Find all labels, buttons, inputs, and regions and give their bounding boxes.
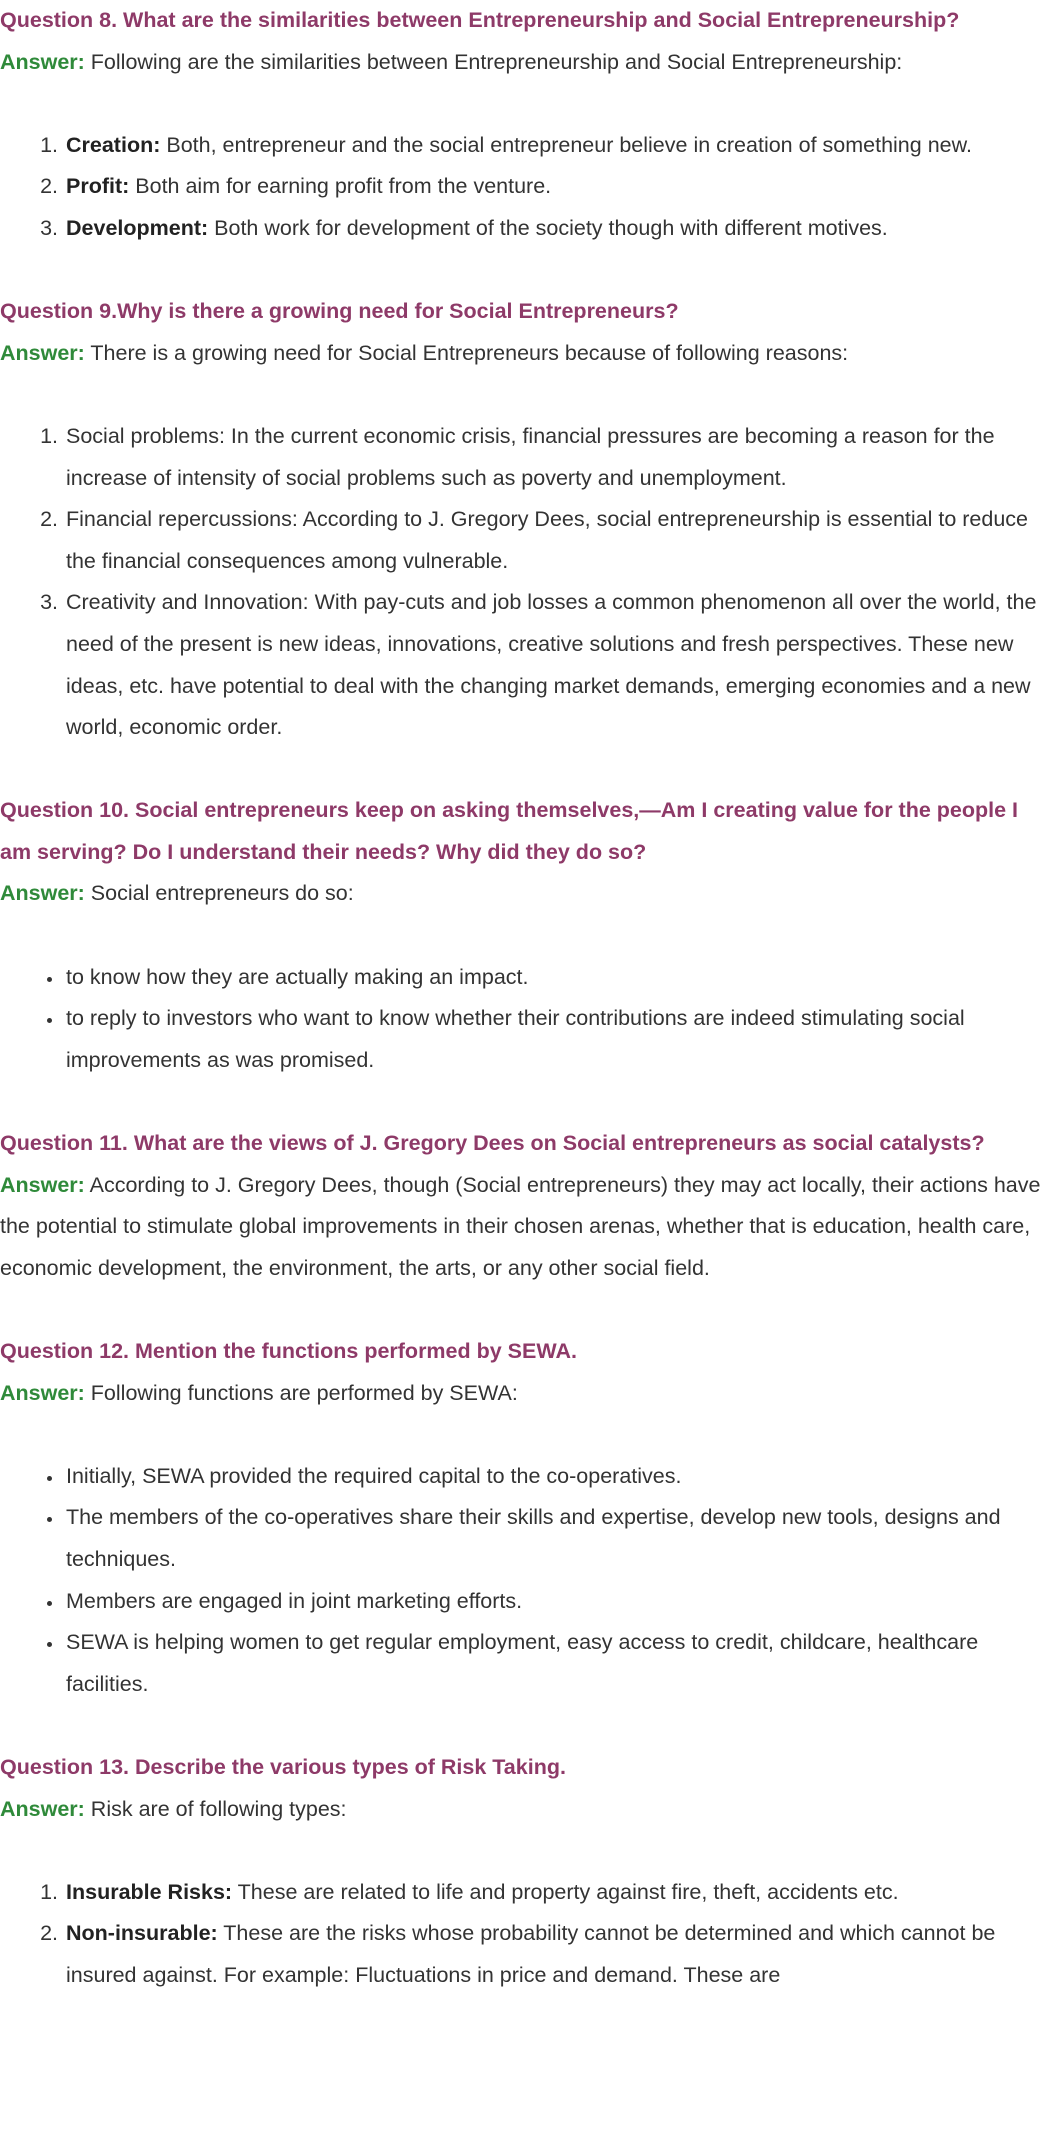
list-item: • The members of the co-operatives share their skills and expertise, develop new tools, designs and techniques. — [64, 1497, 1047, 1580]
list-item: 2. Financial repercussions: According to J. Gregory Dees, social entrepreneurship is essential to reduce the financial consequences among vulnerable. — [64, 499, 1047, 582]
answer-text: Social entrepreneurs do so: — [84, 881, 354, 906]
list-item: • to reply to investors who want to know whether their contributions are indeed stimulating social improvements as was promised. — [64, 998, 1047, 1081]
answer-label: Answer: — [0, 881, 85, 906]
item-text: These are the risks whose probability cannot be determined and which cannot be insured against. For example: Fluctuations in price and demand. These are — [66, 1921, 996, 1987]
answer-paragraph — [0, 333, 1047, 375]
answer-text: According to J. Gregory Dees, though (Social entrepreneurs) they may act locally, their actions have the potential to stimulate global improvements in their chosen arenas, whether that is education, health care, economic development, the environment, the arts, or any other social field. — [0, 1172, 1041, 1280]
bullet-list — [0, 1456, 1047, 1706]
answer-label: Answer: — [0, 1380, 85, 1405]
item-text: Both aim for earning profit from the venture. — [129, 174, 552, 199]
list-item: • SEWA is helping women to get regular employment, easy access to credit, childcare, healthcare facilities. — [64, 1622, 1047, 1705]
list-item — [64, 125, 1047, 167]
list-item: • Initially, SEWA provided the required capital to the co-operatives. — [64, 1456, 1047, 1498]
question-10-block — [0, 790, 1047, 1081]
answer-paragraph — [0, 873, 1047, 915]
item-text: Both, entrepreneur and the social entrepreneur believe in creation of something new. — [160, 132, 972, 157]
list-item — [64, 208, 1047, 250]
answer-label: Answer: — [0, 340, 85, 365]
question-13-block — [0, 1747, 1047, 1997]
answer-paragraph — [0, 1789, 1047, 1831]
list-item — [64, 1872, 1047, 1914]
numbered-list — [0, 125, 1047, 250]
answer-label: Answer: — [0, 49, 85, 74]
spacer — [0, 1289, 1047, 1331]
question-11-block — [0, 1123, 1047, 1331]
answer-paragraph — [0, 42, 1047, 84]
answer-label: Answer: — [0, 1172, 85, 1197]
bullet-list — [0, 957, 1047, 1082]
question-12-block — [0, 1331, 1047, 1705]
answer-text: Following functions are performed by SEWA: — [84, 1380, 518, 1405]
item-text: Both work for development of the society though with different motives. — [208, 215, 888, 240]
question-heading: Question 8. What are the similarities between Entrepreneurship and Social Entrepreneurship? — [0, 8, 960, 32]
list-item — [64, 1913, 1047, 1996]
question-heading: Question 11. What are the views of J. Gregory Dees on Social entrepreneurs as social catalysts? — [0, 1131, 985, 1156]
list-item — [64, 166, 1047, 208]
list-item: • Members are engaged in joint marketing efforts. — [64, 1581, 1047, 1623]
list-item: 3. Creativity and Innovation: With pay-cuts and job losses a common phenomenon all over the world, the need of the present is new ideas, innovations, creative solutions and fresh perspectives. These new ideas, etc. have potential to deal with the changing market demands, emerging economies and a new world, economic order. — [64, 582, 1047, 748]
answer-label: Answer: — [0, 1796, 85, 1821]
numbered-list — [0, 416, 1047, 749]
question-heading: Question 12. Mention the functions performed by SEWA. — [0, 1339, 577, 1363]
list-item: • to know how they are actually making an impact. — [64, 957, 1047, 999]
item-term: Non-insurable: — [66, 1921, 218, 1946]
answer-paragraph — [0, 1165, 1047, 1290]
question-8-block — [0, 0, 1047, 250]
answer-text: Risk are of following types: — [84, 1796, 347, 1821]
item-term: Profit: — [66, 174, 130, 199]
question-9-block — [0, 291, 1047, 749]
list-item: 1. Social problems: In the current economic crisis, financial pressures are becoming a reason for the increase of intensity of social problems such as poverty and unemployment. — [64, 416, 1047, 499]
answer-text: There is a growing need for Social Entrepreneurs because of following reasons: — [84, 340, 849, 365]
numbered-list — [0, 1872, 1047, 1997]
answer-text: Following are the similarities between Entrepreneurship and Social Entrepreneurship: — [84, 49, 903, 74]
question-heading: Question 9.Why is there a growing need for Social Entrepreneurs? — [0, 299, 679, 324]
question-heading: Question 10. Social entrepreneurs keep on asking themselves,—Am I creating value for the people I am serving? Do I understand their needs? Why did they do so? — [0, 798, 1018, 864]
item-text: These are related to life and property against fire, theft, accidents etc. — [232, 1879, 899, 1904]
answer-paragraph — [0, 1373, 1047, 1415]
question-heading: Question 13. Describe the various types of Risk Taking. — [0, 1754, 566, 1779]
item-term: Development: — [66, 215, 209, 240]
item-term: Insurable Risks: — [66, 1879, 233, 1904]
item-term: Creation: — [66, 132, 161, 157]
